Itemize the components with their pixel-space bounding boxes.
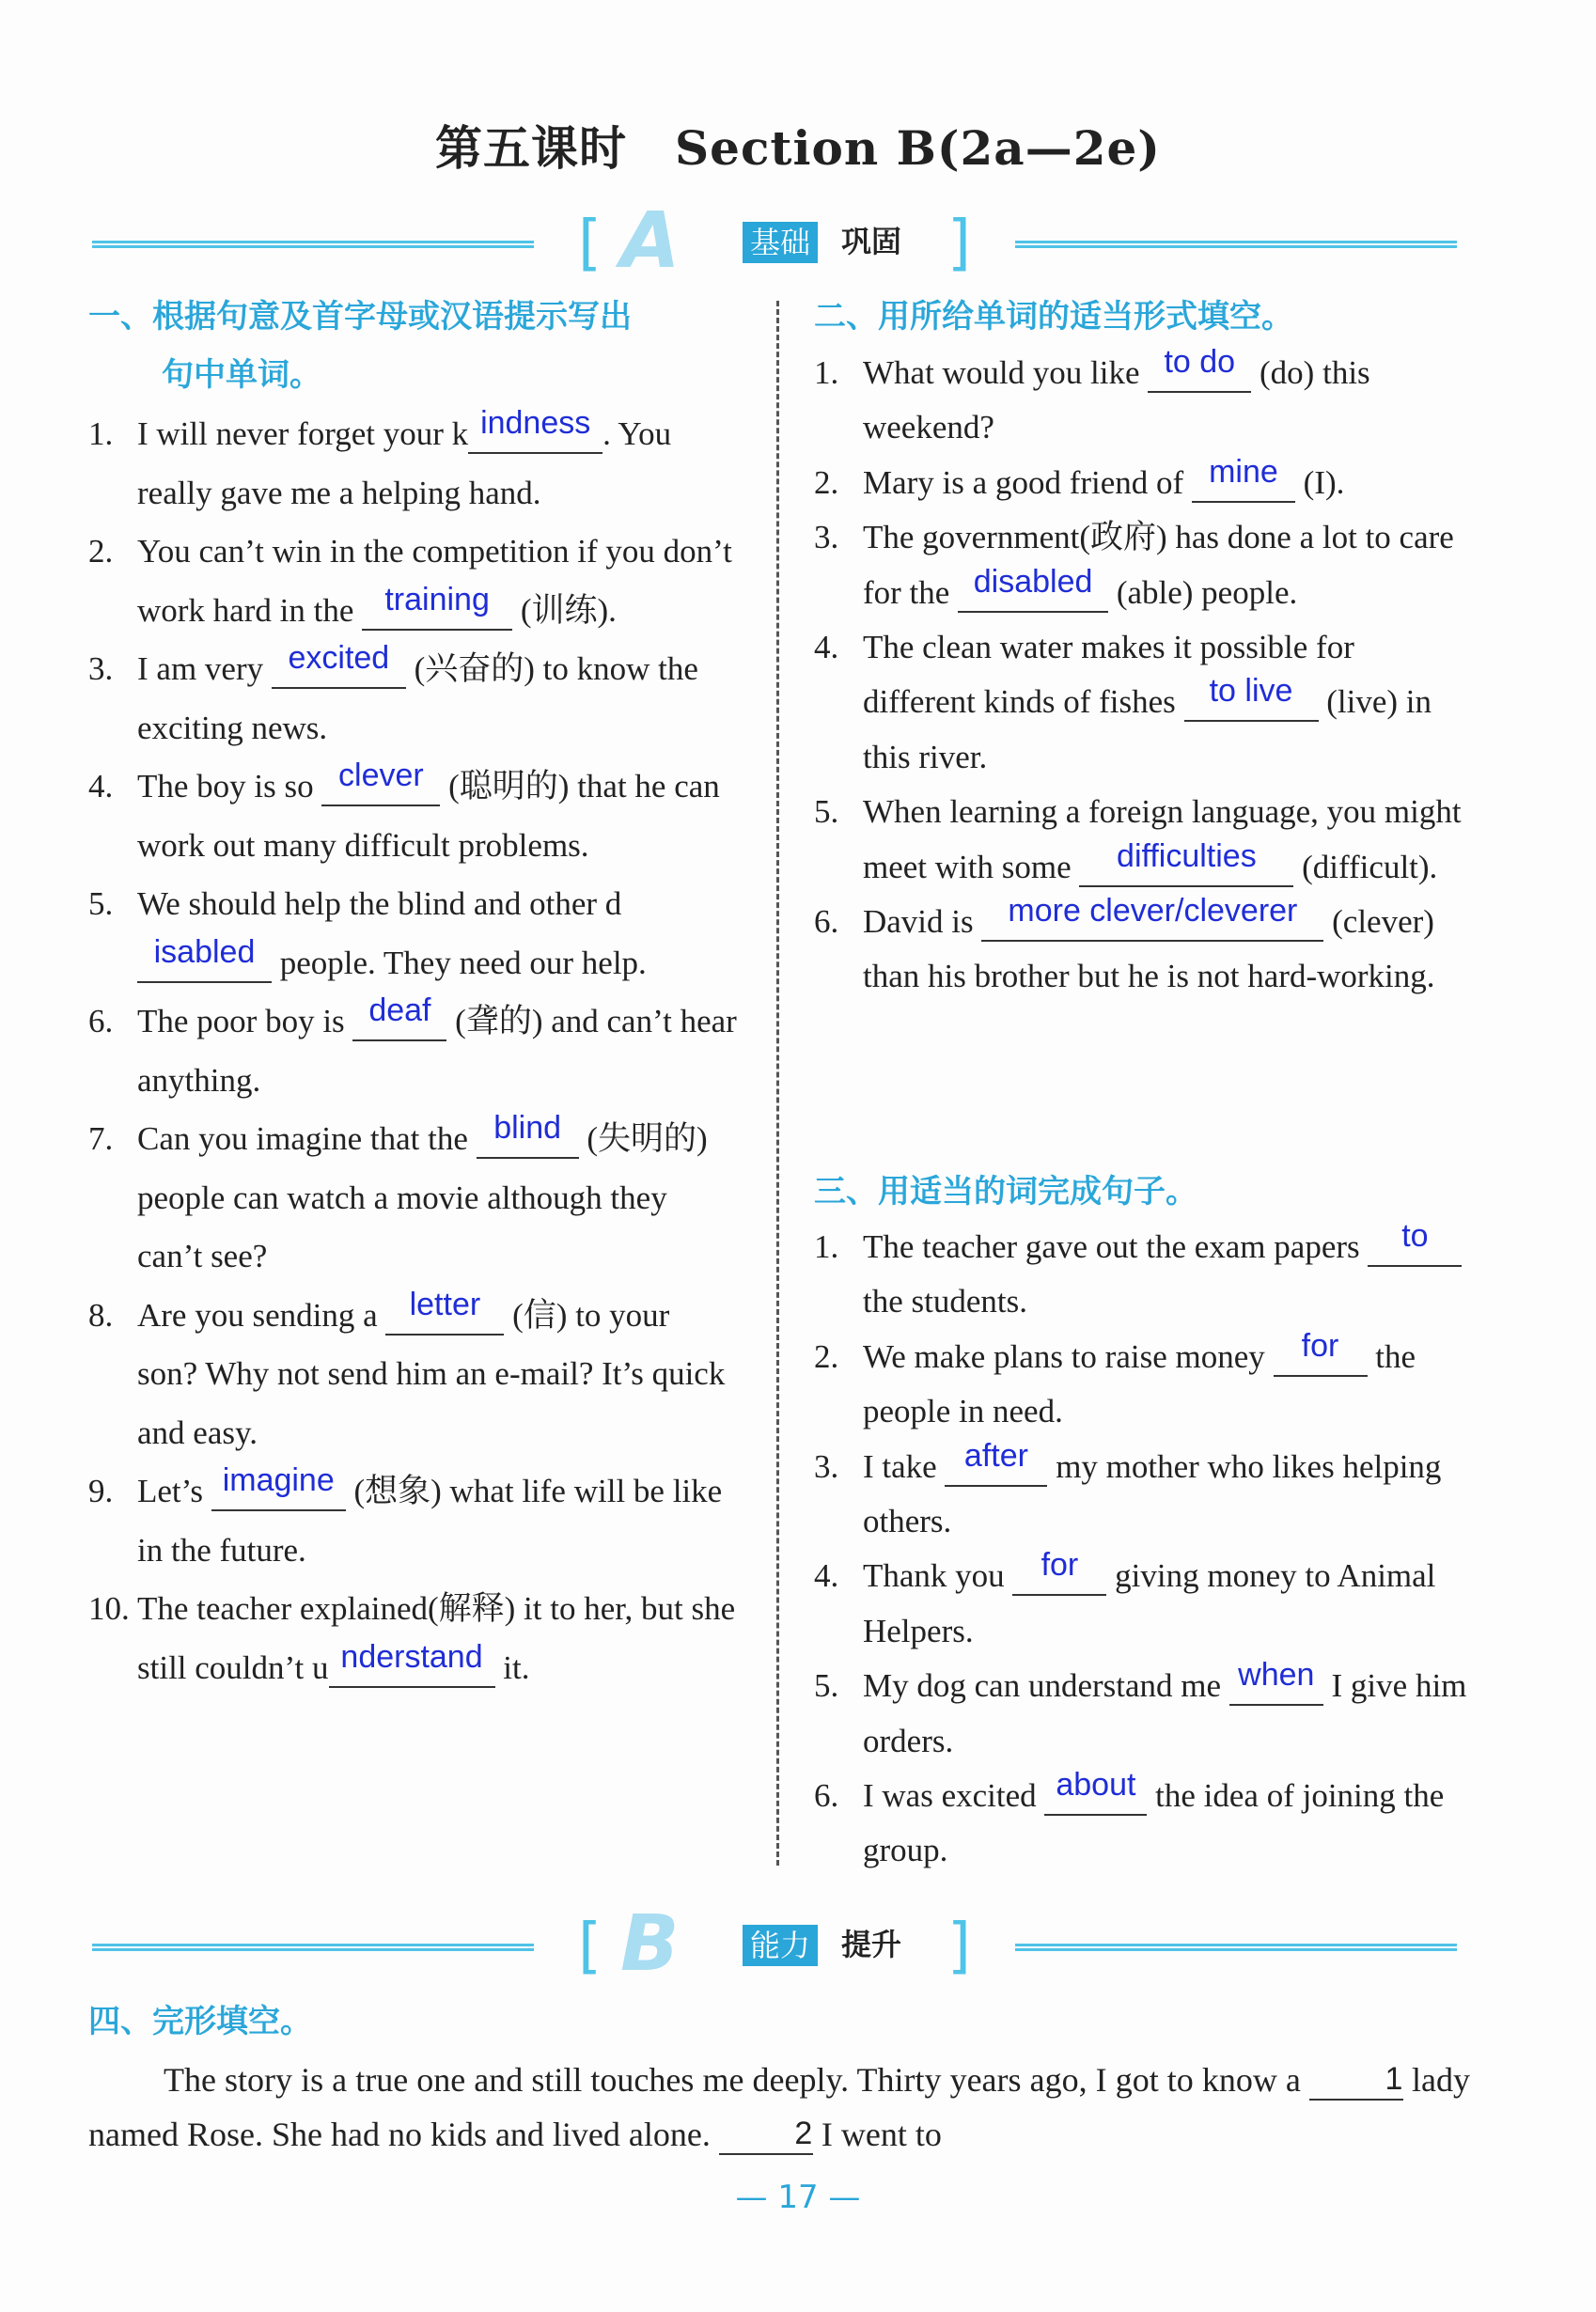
question-item <box>814 1437 1468 1550</box>
question-text: (I). <box>1294 463 1345 501</box>
part1-items <box>88 405 737 1697</box>
question-number: 1. <box>814 354 839 391</box>
answer-text: to do <box>1164 344 1236 380</box>
question-text: Mary is a good friend of <box>863 463 1192 501</box>
question-text: I am very <box>137 650 272 687</box>
question-item <box>88 1462 737 1580</box>
question-text: Are you sending a <box>137 1296 386 1334</box>
answer-text: about <box>1056 1767 1136 1804</box>
question-text: (difficult). <box>1293 848 1438 885</box>
question-text: Can you imagine that the <box>137 1120 477 1157</box>
question-number: 7. <box>88 1120 114 1157</box>
answer-text: to <box>1401 1218 1429 1254</box>
part2-items <box>814 346 1468 1005</box>
question-text: (训练). <box>512 591 617 629</box>
question-item <box>814 510 1468 620</box>
answer-text: difficulties <box>1117 837 1257 874</box>
part2-list <box>814 346 1468 1005</box>
bracket-right: ] <box>947 1912 971 1981</box>
question-text: When learning a foreign language, you might meet with some <box>863 793 1462 885</box>
question-number: 4. <box>814 1557 839 1595</box>
question-item <box>814 1659 1468 1769</box>
question-text: The clean water makes it possible for different kinds of fishes <box>863 629 1354 721</box>
question-text: (聋的) and can’t hear anything. <box>137 1003 737 1099</box>
answer-blank[interactable] <box>1012 1547 1106 1596</box>
cloze-blank[interactable]: 1 <box>1309 2062 1403 2101</box>
answer-blank[interactable] <box>1079 837 1293 887</box>
question-number: 3. <box>814 519 839 556</box>
question-text: (聪明的) that he can work out many difficult problems. <box>137 768 720 864</box>
answer-text: mine <box>1209 453 1278 490</box>
question-number: 2. <box>88 533 114 570</box>
question-text: I will never forget your k <box>137 415 469 452</box>
question-text: David is <box>863 903 982 941</box>
answer-text: nderstand <box>340 1638 483 1675</box>
question-text: (clever) than his brother but he is not hard-working. <box>863 903 1435 995</box>
question-item <box>814 346 1468 456</box>
question-item <box>814 895 1468 1005</box>
question-item <box>814 785 1468 895</box>
answer-blank[interactable] <box>1368 1218 1462 1267</box>
answer-blank[interactable] <box>1274 1327 1368 1377</box>
answer-blank[interactable] <box>477 1110 579 1159</box>
bracket-right: ] <box>947 209 971 278</box>
answer-blank[interactable] <box>385 1286 504 1336</box>
question-text: (信) to your son? Why not send him an e-mail? It’s quick and easy. <box>137 1296 726 1451</box>
answer-blank[interactable] <box>1229 1657 1323 1706</box>
part3-heading: 三、用适当的词完成句子。 <box>814 1173 1197 1211</box>
question-item <box>814 1220 1468 1330</box>
question-item <box>814 1769 1468 1879</box>
question-item <box>88 875 737 992</box>
cloze-text: lady named Rose. She had no kids and lived alone. <box>88 2061 1470 2153</box>
question-number: 3. <box>814 1447 839 1485</box>
answer-text: disabled <box>973 563 1093 600</box>
question-text: the students. <box>863 1283 1027 1320</box>
question-item <box>88 523 737 640</box>
question-number: 2. <box>814 1337 839 1375</box>
question-item <box>88 992 737 1110</box>
question-text: We should help the blind and other d <box>137 885 622 922</box>
answer-blank[interactable] <box>329 1638 495 1688</box>
answer-blank[interactable] <box>1192 453 1295 503</box>
question-text: The teacher explained(解释) it to her, but she still couldn’t u <box>137 1590 736 1686</box>
cloze-text: The story is a true one and still touches me deeply. Thirty years ago, I got to know a <box>164 2061 1309 2099</box>
section-banner-b <box>85 1899 1466 1989</box>
answer-text: more clever/cleverer <box>1008 893 1298 929</box>
answer-text: blind <box>493 1110 562 1146</box>
question-item <box>814 620 1468 785</box>
question-text: My dog can understand me <box>863 1667 1229 1705</box>
answer-blank[interactable] <box>137 933 272 983</box>
question-number: 5. <box>88 885 114 922</box>
bracket-left: [ <box>578 209 602 278</box>
question-number: 5. <box>814 793 839 831</box>
question-number: 1. <box>88 415 114 452</box>
part1-heading: 一、根据句意及首字母或汉语提示写出 句中单词。 <box>88 298 632 394</box>
question-item <box>88 405 737 523</box>
question-number: 4. <box>88 768 114 805</box>
answer-blank[interactable] <box>1148 344 1251 393</box>
answer-blank[interactable] <box>321 758 440 806</box>
answer-blank[interactable] <box>958 563 1108 613</box>
question-item <box>814 1549 1468 1659</box>
question-text: (do) this weekend? <box>863 354 1370 446</box>
answer-text: indness <box>480 405 591 441</box>
question-number: 6. <box>814 903 839 941</box>
question-text: giving money to Animal Helpers. <box>863 1557 1436 1649</box>
part1-list <box>88 405 737 1697</box>
part2-heading: 二、用所给单词的适当形式填空。 <box>814 298 1293 336</box>
question-item <box>88 1287 737 1463</box>
question-item <box>814 1327 1468 1440</box>
banner-label: 巩固 <box>841 224 902 259</box>
question-item <box>88 640 737 758</box>
answer-text: excited <box>288 640 390 676</box>
answer-text: after <box>963 1437 1028 1474</box>
question-text: I take <box>863 1447 946 1485</box>
question-number: 10. <box>88 1590 130 1627</box>
answer-blank[interactable] <box>1184 673 1319 722</box>
cloze-blank[interactable]: 2 <box>719 2117 813 2155</box>
question-text: (失明的) people can watch a movie although they can’t see? <box>137 1120 708 1274</box>
question-text: I was excited <box>863 1777 1045 1815</box>
question-text: The teacher gave out the exam papers <box>863 1228 1369 1265</box>
question-number: 8. <box>88 1296 114 1334</box>
answer-blank[interactable] <box>362 581 512 631</box>
question-number: 1. <box>814 1228 839 1265</box>
banner-label: 提升 <box>841 1927 902 1962</box>
banner-pill: 能力 <box>743 1925 818 1966</box>
question-number: 2. <box>814 463 839 501</box>
question-text: We make plans to raise money <box>863 1337 1274 1375</box>
question-item <box>814 453 1468 510</box>
question-number: 9. <box>88 1473 114 1509</box>
question-number: 6. <box>88 1003 114 1039</box>
question-text: The poor boy is <box>137 1003 353 1039</box>
banner-letter-b: B <box>620 1899 680 1989</box>
bracket-left: [ <box>578 1912 602 1981</box>
answer-text: letter <box>409 1286 481 1322</box>
banner-pill: 基础 <box>743 222 818 263</box>
column-divider <box>776 301 779 1866</box>
page-title: 第五课时 Section B(2a—2e) <box>435 120 1161 176</box>
part3-list <box>814 1220 1468 1879</box>
banner-rule-right <box>1015 241 1457 248</box>
page-number: — 17 — <box>735 2179 861 2216</box>
question-text: (live) in this river. <box>863 683 1432 775</box>
answer-blank[interactable] <box>1044 1767 1147 1816</box>
answer-blank[interactable] <box>468 405 602 454</box>
answer-blank[interactable] <box>211 1462 346 1511</box>
question-item <box>88 1110 737 1287</box>
answer-text: clever <box>338 758 424 793</box>
question-item <box>88 1580 737 1697</box>
answer-text: for <box>1301 1327 1339 1364</box>
question-text: (兴奋的) to know the exciting news. <box>137 650 698 746</box>
question-item <box>88 758 737 875</box>
answer-text: for <box>1041 1547 1079 1584</box>
question-text: The government(政府) has done a lot to care for the <box>863 519 1454 611</box>
answer-blank[interactable] <box>981 893 1323 942</box>
banner-rule-left <box>92 1944 534 1951</box>
answer-blank[interactable] <box>272 640 406 689</box>
question-text: people. They need our help. <box>272 944 647 981</box>
question-text: The boy is so <box>137 768 322 805</box>
question-text: (able) people. <box>1108 573 1298 611</box>
question-text: . You really gave me a helping hand. <box>137 415 672 511</box>
cloze-text: I went to <box>812 2116 942 2153</box>
question-text: (想象) what life will be like in the future. <box>137 1473 723 1569</box>
part3-items <box>814 1220 1468 1879</box>
question-text: I give him orders. <box>863 1667 1467 1759</box>
question-number: 6. <box>814 1777 839 1815</box>
cloze-paragraph <box>88 2053 1470 2162</box>
question-text: Let’s <box>137 1473 211 1509</box>
answer-blank[interactable] <box>352 992 446 1041</box>
banner-letter-a: A <box>620 196 681 286</box>
answer-text: when <box>1238 1657 1315 1694</box>
part4-heading: 四、完形填空。 <box>88 2003 312 2040</box>
question-text: it. <box>494 1648 530 1686</box>
section-banner-a <box>85 196 1466 286</box>
question-text: the people in need. <box>863 1337 1416 1430</box>
question-text: my mother who likes helping others. <box>863 1447 1442 1540</box>
banner-rule-left <box>92 241 534 248</box>
question-text: You can’t win in the competition if you don’t work hard in the <box>137 533 732 629</box>
answer-text: training <box>384 581 490 617</box>
answer-text: isabled <box>153 933 256 970</box>
question-text: Thank you <box>863 1557 1013 1595</box>
banner-rule-right <box>1015 1944 1457 1951</box>
question-text: What would you like <box>863 354 1149 391</box>
answer-text: to live <box>1209 673 1293 710</box>
answer-blank[interactable] <box>945 1437 1047 1487</box>
answer-text: imagine <box>222 1462 335 1498</box>
question-number: 4. <box>814 629 839 666</box>
question-text: the idea of joining the group. <box>863 1777 1445 1869</box>
question-number: 5. <box>814 1667 839 1705</box>
answer-text: deaf <box>368 992 431 1028</box>
question-number: 3. <box>88 650 114 687</box>
